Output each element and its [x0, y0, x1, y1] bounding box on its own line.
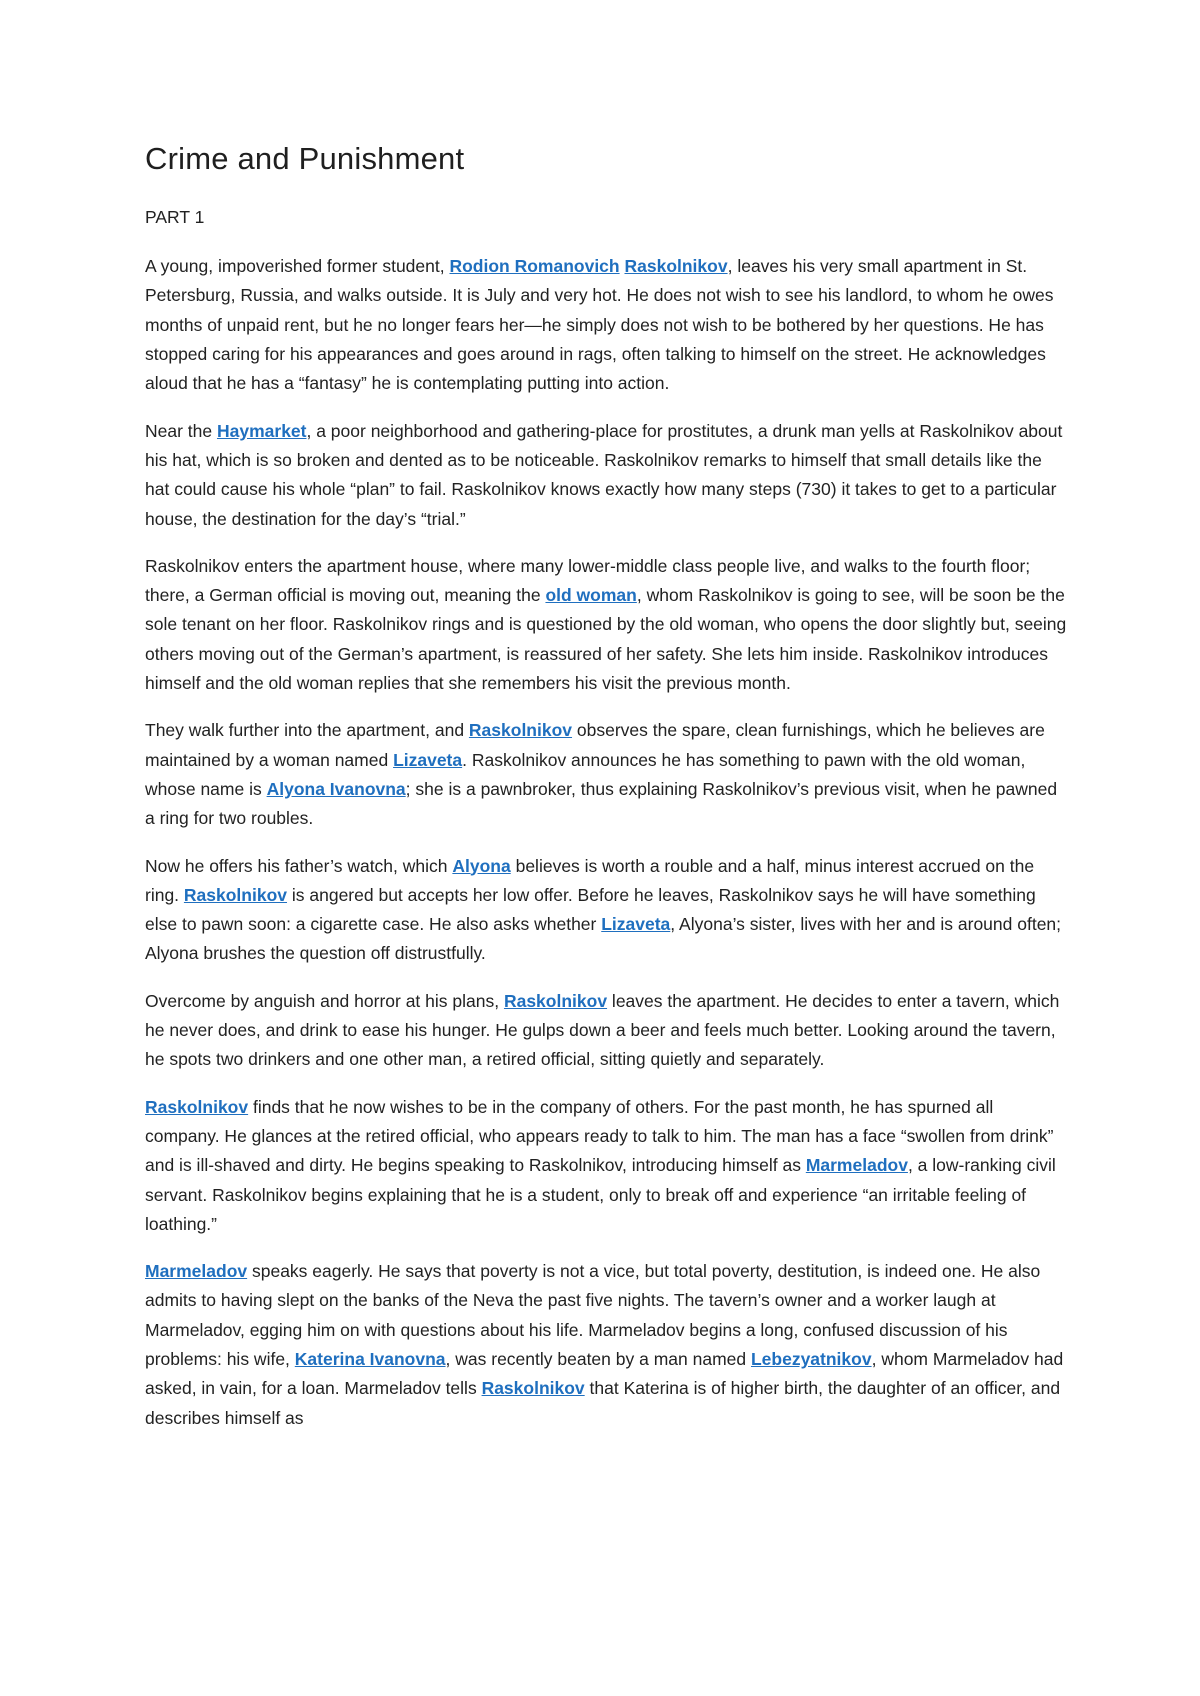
paragraph-text: . Raskolnikov announces he has something to pawn with the old woman, whose name is	[145, 749, 1026, 799]
character-link[interactable]: old woman	[545, 585, 637, 606]
paragraph-text: leaves the apartment. He decides to enter a tavern, which he never does, and drink to ease his hunger. He gulps down a beer and feels much better. Looking around the tavern, he spots two drinkers and one other man, a retired official, sitting quietly and separately.	[145, 990, 1060, 1070]
document-page	[145, 140, 1070, 1451]
character-link[interactable]: Alyona Ivanovna	[266, 778, 406, 799]
paragraph-text: Raskolnikov enters the apartment house, where many lower-middle class people live, and walks to the fourth floor; there, a German official is moving out, meaning the	[145, 555, 1031, 606]
paragraph	[145, 1093, 1070, 1239]
paragraph	[145, 1257, 1070, 1433]
character-link[interactable]: Rodion Romanovich	[449, 256, 620, 277]
paragraph	[145, 852, 1070, 969]
character-link[interactable]: Marmeladov	[145, 1261, 248, 1282]
paragraph-text: ; she is a pawnbroker, thus explaining Raskolnikov’s previous visit, when he pawned a ring for two roubles.	[145, 778, 1058, 829]
character-link[interactable]: Raskolnikov	[624, 256, 728, 277]
paragraph-text: believes is worth a rouble and a half, minus interest accrued on the ring.	[145, 855, 1035, 905]
paragraph-text: , leaves his very small apartment in St. Petersburg, Russia, and walks outside. It is July and very hot. He does not wish to see his landlord, to whom he owes months of unpaid rent, but he no longer fears her—he simply does not wish to be bothered by her questions. He has stopped caring for his appearances and goes around in rags, often talking to himself on the street. He acknowledges aloud that he has a “fantasy” he is contemplating putting into action.	[145, 256, 1054, 394]
character-link[interactable]: Lizaveta	[393, 749, 463, 770]
character-link[interactable]: Lebezyatnikov	[750, 1348, 872, 1369]
paragraph-text: speaks eagerly. He says that poverty is not a vice, but total poverty, destitution, is indeed one. He also admits to having slept on the banks of the Neva the past five nights. The tavern’s owner and a worker laugh at Marmeladov, egging him on with questions about his life. Marmeladov begins a long, confused discussion of his problems: his wife,	[145, 1261, 1041, 1369]
paragraph	[145, 252, 1070, 398]
paragraph-text: finds that he now wishes to be in the company of others. For the past month, he has spurned all company. He glances at the retired official, who appears ready to talk to him. The man has a face “swollen from drink” and is ill-shaved and dirty. He begins speaking to Raskolnikov, introducing himself as	[145, 1096, 1054, 1176]
paragraph-text: , was recently beaten by a man named	[445, 1348, 751, 1369]
character-link[interactable]: Marmeladov	[805, 1155, 908, 1176]
character-link[interactable]: Alyona	[452, 855, 511, 876]
paragraph-text: , Alyona’s sister, lives with her and is around often; Alyona brushes the question off distrustfully.	[145, 914, 1062, 964]
paragraph	[145, 987, 1070, 1075]
character-link[interactable]: Raskolnikov	[481, 1378, 585, 1399]
character-link[interactable]: Lizaveta	[601, 914, 671, 935]
document-body	[145, 252, 1070, 1433]
character-link[interactable]: Raskolnikov	[183, 884, 288, 905]
character-link[interactable]: Raskolnikov	[503, 990, 608, 1011]
character-link[interactable]: Haymarket	[216, 420, 307, 441]
paragraph-text: , a low-ranking civil servant. Raskolnikov begins explaining that he is a student, only to break off and experience “an irritable feeling of loathing.”	[145, 1155, 1056, 1234]
paragraph-text: is angered but accepts her low offer. Before he leaves, Raskolnikov says he will have something else to pawn soon: a cigarette case. He also asks whether	[145, 884, 1036, 935]
character-link[interactable]: Raskolnikov	[145, 1096, 249, 1117]
paragraph-text: , whom Marmeladov had asked, in vain, for a loan. Marmeladov tells	[145, 1348, 1064, 1399]
paragraph-text: , whom Raskolnikov is going to see, will be soon be the sole tenant on her floor. Raskolnikov rings and is questioned by the old woman, who opens the door slightly but, seeing others moving out of the German’s apartment, is reassured of her safety. She lets him inside. Raskolnikov introduces himself and the old woman replies that she remembers his visit the previous month.	[145, 585, 1067, 694]
paragraph-text: Near the	[145, 420, 217, 441]
paragraph-text: They walk further into the apartment, and	[145, 720, 469, 741]
paragraph-text: that Katerina is of higher birth, the daughter of an officer, and describes himself as	[145, 1378, 1061, 1428]
paragraph-text: A young, impoverished former student,	[145, 256, 450, 277]
paragraph-text: Overcome by anguish and horror at his plans,	[145, 990, 504, 1011]
paragraph	[145, 716, 1070, 833]
paragraph-text: , a poor neighborhood and gathering-place for prostitutes, a drunk man yells at Raskolnikov about his hat, which is so broken and dented as to be noticeable. Raskolnikov remarks to himself that small details like the hat could cause his whole “plan” to fail. Raskolnikov knows exactly how many steps (730) it takes to get to a particular house, the destination for the day’s “trial.”	[145, 420, 1063, 529]
document-title: Crime and Punishment	[145, 141, 465, 176]
character-link[interactable]: Raskolnikov	[468, 720, 573, 741]
character-link[interactable]: Katerina Ivanovna	[294, 1348, 446, 1369]
paragraph-text: observes the spare, clean furnishings, which he believes are maintained by a woman named	[145, 720, 1045, 770]
part-heading: PART 1	[145, 207, 205, 228]
paragraph	[145, 417, 1070, 534]
paragraph	[145, 552, 1070, 698]
paragraph-text: Now he offers his father’s watch, which	[145, 855, 453, 876]
